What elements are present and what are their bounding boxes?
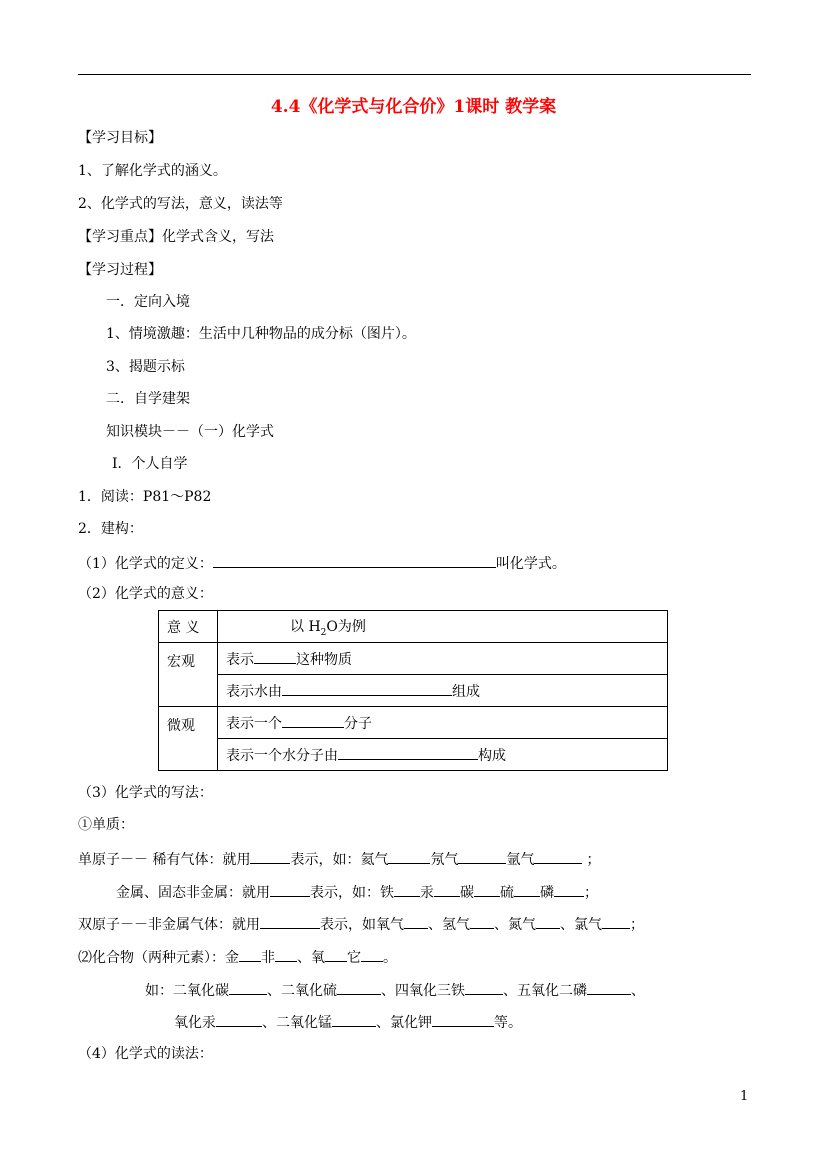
line-text: ；	[630, 917, 644, 933]
compound-examples-1	[145, 980, 645, 1000]
objectives-heading: 【学习目标】	[78, 130, 162, 146]
line-text: 、氢气	[428, 917, 470, 933]
blank[interactable]	[250, 849, 290, 864]
compound-line	[78, 947, 397, 967]
line-text: 、二氧化锰	[262, 1015, 332, 1031]
writing-heading: （3）化学式的写法：	[78, 785, 213, 801]
reading-assignment: 1．阅读：P81～P82	[78, 489, 212, 505]
macro-row-2	[218, 675, 668, 707]
blank[interactable]	[470, 914, 494, 929]
line-text: 、四氧化三铁	[381, 983, 465, 999]
macro-label: 宏观	[159, 643, 218, 707]
process-heading: 【学习过程】	[78, 262, 162, 278]
blank[interactable]	[260, 914, 320, 929]
line-text: 单原子－－ 稀有气体：就用	[78, 852, 251, 868]
meaning-heading: （2）化学式的意义：	[78, 586, 213, 602]
step-1-3: 3、揭题示标	[106, 359, 185, 375]
line-text: 氖气	[430, 852, 459, 868]
line-text: 表示，如：氦气	[290, 852, 389, 868]
definition-suffix: 叫化学式。	[495, 556, 566, 572]
blank[interactable]	[587, 980, 631, 995]
reading-heading: （4）化学式的读法：	[78, 1046, 213, 1062]
blank[interactable]	[432, 1012, 494, 1027]
cell-text: 组成	[452, 683, 480, 700]
line-text: 非	[261, 950, 275, 966]
line-text: ⑵化合物（两种元素）：金	[78, 950, 239, 966]
blank[interactable]	[536, 914, 560, 929]
meaning-table	[158, 610, 668, 771]
blank[interactable]	[602, 914, 630, 929]
line-text: 汞	[420, 885, 434, 901]
blank[interactable]	[338, 745, 478, 760]
line-text: 等。	[494, 1015, 522, 1031]
micro-row-2	[218, 739, 668, 771]
blank[interactable]	[239, 947, 261, 962]
blank[interactable]	[216, 1012, 262, 1027]
blank[interactable]	[325, 947, 347, 962]
step-2: 二．自学建架	[106, 391, 190, 407]
cell-text: 构成	[478, 747, 506, 764]
macro-row-1	[218, 643, 668, 675]
line-text: 、氮气	[494, 917, 536, 933]
example-prefix: 以 H	[290, 618, 321, 635]
definition-line	[78, 553, 566, 573]
example-subscript: 2	[320, 627, 327, 638]
blank[interactable]	[213, 553, 496, 568]
blank[interactable]	[337, 980, 381, 995]
blank[interactable]	[361, 947, 383, 962]
definition-label: （1）化学式的定义：	[78, 556, 213, 572]
line-text: 硫	[500, 885, 514, 901]
micro-row-1	[218, 707, 668, 739]
page-number: 1	[740, 1089, 749, 1104]
blank[interactable]	[458, 849, 506, 864]
build-heading: 2．建构：	[78, 521, 143, 537]
blank[interactable]	[229, 980, 267, 995]
table-row	[159, 611, 668, 643]
blank[interactable]	[465, 980, 503, 995]
compound-examples-2	[174, 1012, 522, 1032]
table-row	[159, 675, 668, 707]
cell-text: 分子	[344, 715, 372, 732]
blank[interactable]	[404, 914, 428, 929]
blank[interactable]	[388, 849, 430, 864]
page-title: 4.4《化学式与化合价》1课时 教学案	[270, 97, 557, 117]
blank[interactable]	[254, 649, 296, 664]
example-suffix: O为例	[326, 618, 366, 635]
line-text: 、氧	[297, 950, 325, 966]
table-header-meaning: 意 义	[159, 611, 218, 643]
line-text: 表示，如：铁	[310, 885, 394, 901]
blank[interactable]	[394, 882, 420, 897]
line-text: 氩气	[506, 852, 535, 868]
key-points: 【学习重点】化学式含义，写法	[78, 229, 274, 245]
line-text: 碳	[460, 885, 474, 901]
blank[interactable]	[554, 882, 584, 897]
monatomic-metals	[116, 882, 598, 902]
table-row	[159, 643, 668, 675]
line-text: 如：二氧化碳	[145, 983, 229, 999]
line-text: 金属、固态非金属：就用	[116, 885, 270, 901]
table-row	[159, 707, 668, 739]
header-rule	[78, 74, 751, 75]
line-text: 磷	[540, 885, 554, 901]
self-study-heading: Ⅰ．个人自学	[112, 456, 188, 472]
blank[interactable]	[514, 882, 540, 897]
line-text: ；	[586, 852, 601, 868]
line-text: 表示，如氧气	[320, 917, 404, 933]
blank[interactable]	[434, 882, 460, 897]
micro-label: 微观	[159, 707, 218, 771]
line-text: 双原子－－非金属气体：就用	[78, 917, 260, 933]
step-1-1: 1、情境激趣：生活中几种物品的成分标（图片）。	[106, 326, 416, 342]
line-text: 。	[383, 950, 397, 966]
line-text: 它	[347, 950, 361, 966]
module-heading: 知识模块－－（一）化学式	[106, 424, 274, 440]
line-text: 、五氧化二磷	[503, 983, 587, 999]
cell-text: 这种物质	[296, 651, 352, 668]
blank[interactable]	[282, 681, 452, 696]
line-text: 、氯化钾	[376, 1015, 432, 1031]
blank[interactable]	[275, 947, 297, 962]
cell-text: 表示水由	[226, 683, 282, 700]
step-1: 一．定向入境	[106, 294, 190, 310]
table-header-example	[218, 611, 668, 643]
line-text: 、	[631, 983, 645, 999]
line-text: ；	[584, 885, 598, 901]
table-row	[159, 739, 668, 771]
element-heading: ①单质：	[78, 817, 134, 833]
blank[interactable]	[332, 1012, 376, 1027]
cell-text: 表示一个	[226, 715, 282, 732]
blank[interactable]	[282, 713, 344, 728]
blank[interactable]	[534, 849, 582, 864]
line-text: 、氯气	[560, 917, 602, 933]
cell-text: 表示	[226, 651, 254, 668]
blank[interactable]	[474, 882, 500, 897]
monatomic-noble-gases	[78, 849, 600, 869]
objective-1: 1、了解化学式的涵义。	[78, 163, 227, 179]
line-text: 氧化汞	[174, 1015, 216, 1031]
line-text: 、二氧化硫	[267, 983, 337, 999]
cell-text: 表示一个水分子由	[226, 747, 338, 764]
diatomic-gases	[78, 914, 644, 934]
objective-2: 2、化学式的写法，意义，读法等	[78, 196, 283, 212]
blank[interactable]	[270, 882, 310, 897]
